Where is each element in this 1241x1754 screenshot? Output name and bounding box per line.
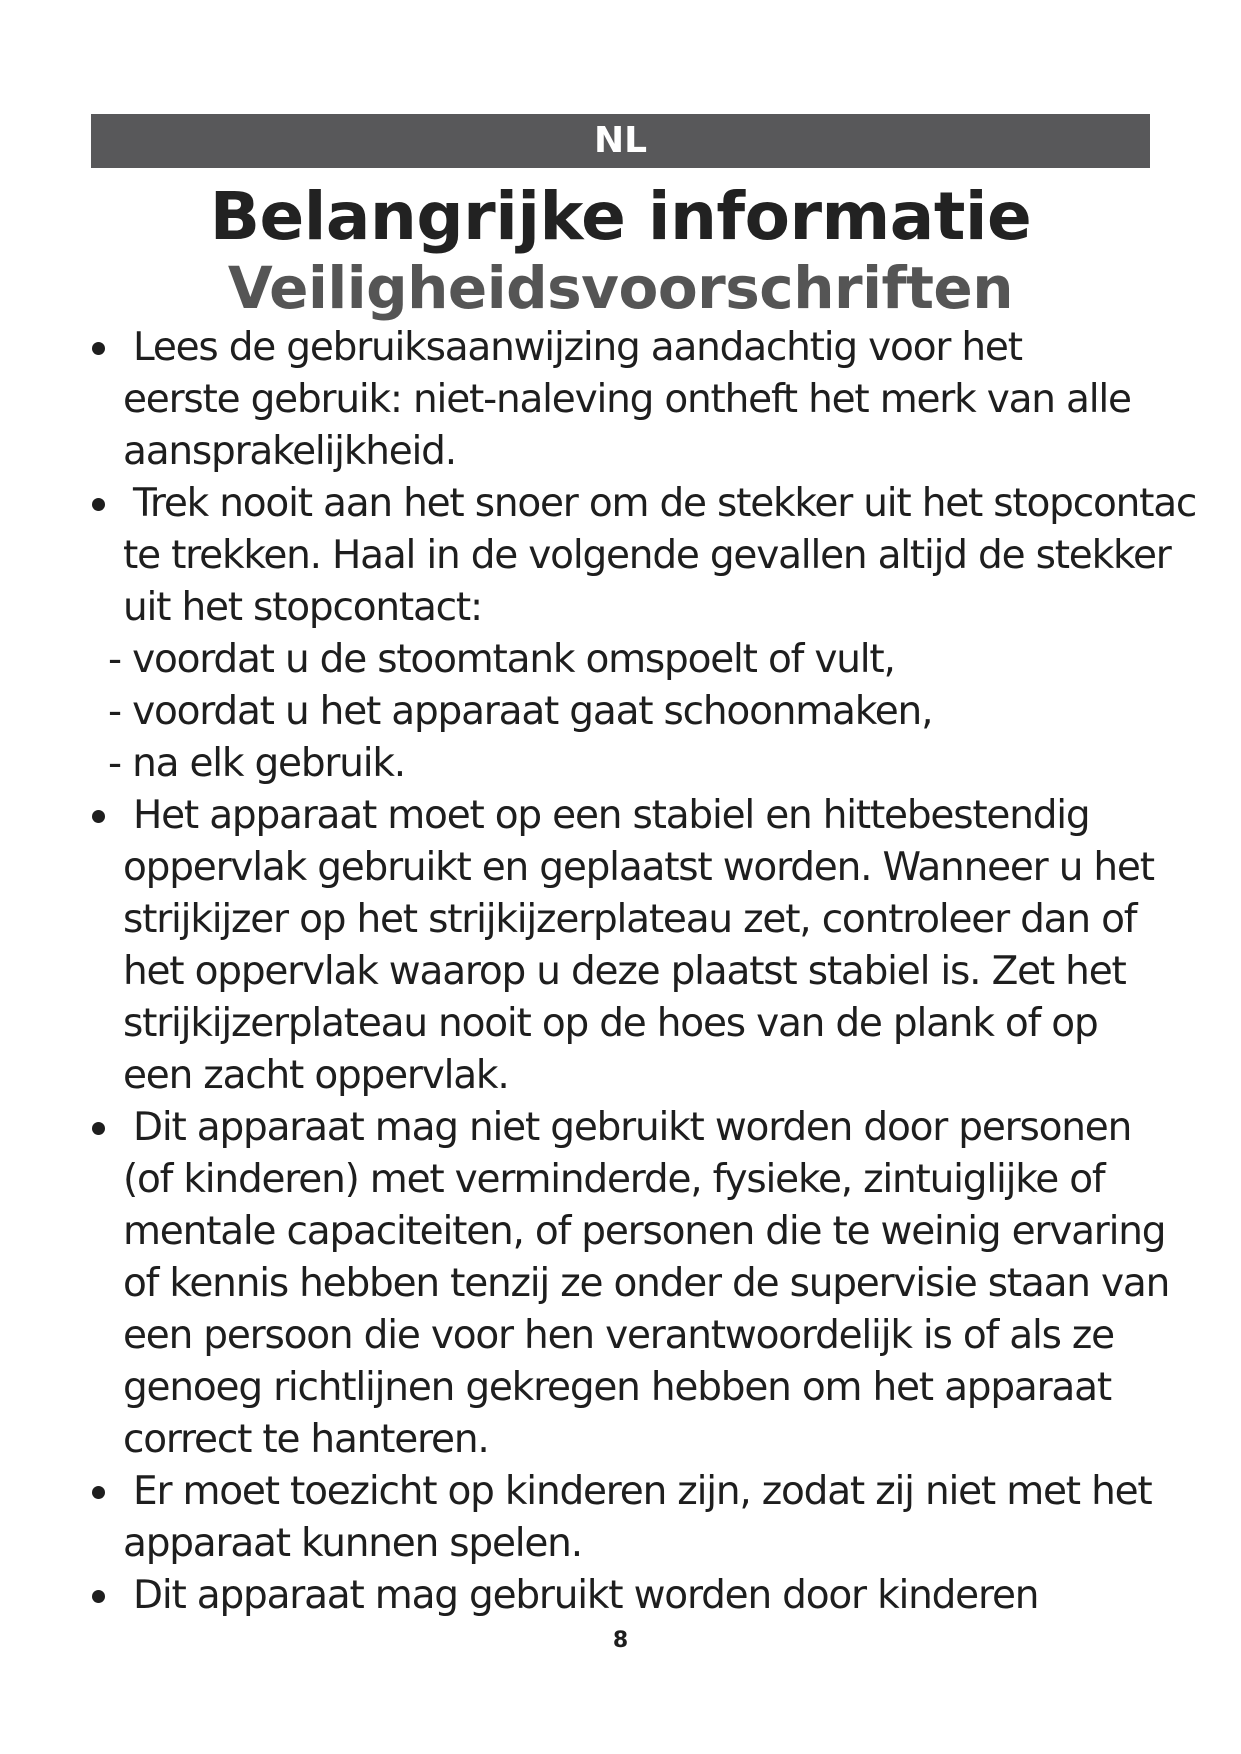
list-item-text: of kennis hebben tenzij ze onder de supervisie staan van — [123, 1261, 1170, 1306]
list-item-text: een persoon die voor hen verantwoordelijk is of als ze — [123, 1313, 1114, 1358]
list-item — [88, 1466, 1208, 1570]
section-subtitle: Veiligheidsvoorschriften — [227, 254, 1014, 322]
list-item — [88, 478, 1208, 634]
language-label: NL — [593, 120, 648, 161]
list-item — [88, 790, 1208, 1102]
page-title: Belangrijke informatie — [209, 178, 1032, 255]
safety-instructions — [88, 322, 1208, 1622]
list-item-text: strijkijzerplateau nooit op de hoes van de plank of op — [123, 1001, 1098, 1046]
list-item-text: aansprakelijkheid. — [123, 429, 456, 474]
list-item-text: (of kinderen) met verminderde, fysieke, zintuiglijke of — [123, 1157, 1105, 1202]
list-item — [88, 1102, 1208, 1466]
list-item — [88, 1570, 1208, 1622]
list-item-text: correct te hanteren. — [123, 1417, 489, 1462]
sub-list-item: - na elk gebruik. — [108, 741, 405, 786]
list-item-text: genoeg richtlijnen gekregen hebben om het apparaat — [123, 1365, 1111, 1410]
list-item-text: te trekken. Haal in de volgende gevallen altijd de stekker — [123, 533, 1171, 578]
sub-list-item: - voordat u de stoomtank omspoelt of vult, — [108, 637, 895, 682]
list-item-text: oppervlak gebruikt en geplaatst worden. Wanneer u het — [123, 845, 1154, 890]
list-item-text: eerste gebruik: niet-naleving ontheft het merk van alle — [123, 377, 1131, 422]
list-item — [88, 322, 1208, 478]
list-item-text: Dit apparaat mag gebruikt worden door kinderen — [133, 1573, 1039, 1618]
list-item-text: apparaat kunnen spelen. — [123, 1521, 582, 1566]
list-item-text: een zacht oppervlak. — [123, 1053, 509, 1098]
sub-list-item: - voordat u het apparaat gaat schoonmaken, — [108, 689, 933, 734]
list-item-text: Trek nooit aan het snoer om de stekker uit het stopcontac — [133, 481, 1197, 526]
list-item-text: Er moet toezicht op kinderen zijn, zodat zij niet met het — [133, 1469, 1152, 1514]
list-item-text: strijkijzer op het strijkijzerplateau zet, controleer dan of — [123, 897, 1137, 942]
page-number: 8 — [612, 1628, 629, 1653]
language-bar — [91, 114, 1150, 168]
list-item-text: het oppervlak waarop u deze plaatst stabiel is. Zet het — [123, 949, 1126, 994]
list-item-text: uit het stopcontact: — [123, 585, 482, 630]
list-item-text: Het apparaat moet op een stabiel en hittebestendig — [133, 793, 1090, 838]
list-item-text: Dit apparaat mag niet gebruikt worden door personen — [133, 1105, 1132, 1150]
list-item-text: Lees de gebruiksaanwijzing aandachtig voor het — [133, 325, 1022, 370]
list-item-text: mentale capaciteiten, of personen die te weinig ervaring — [123, 1209, 1166, 1254]
